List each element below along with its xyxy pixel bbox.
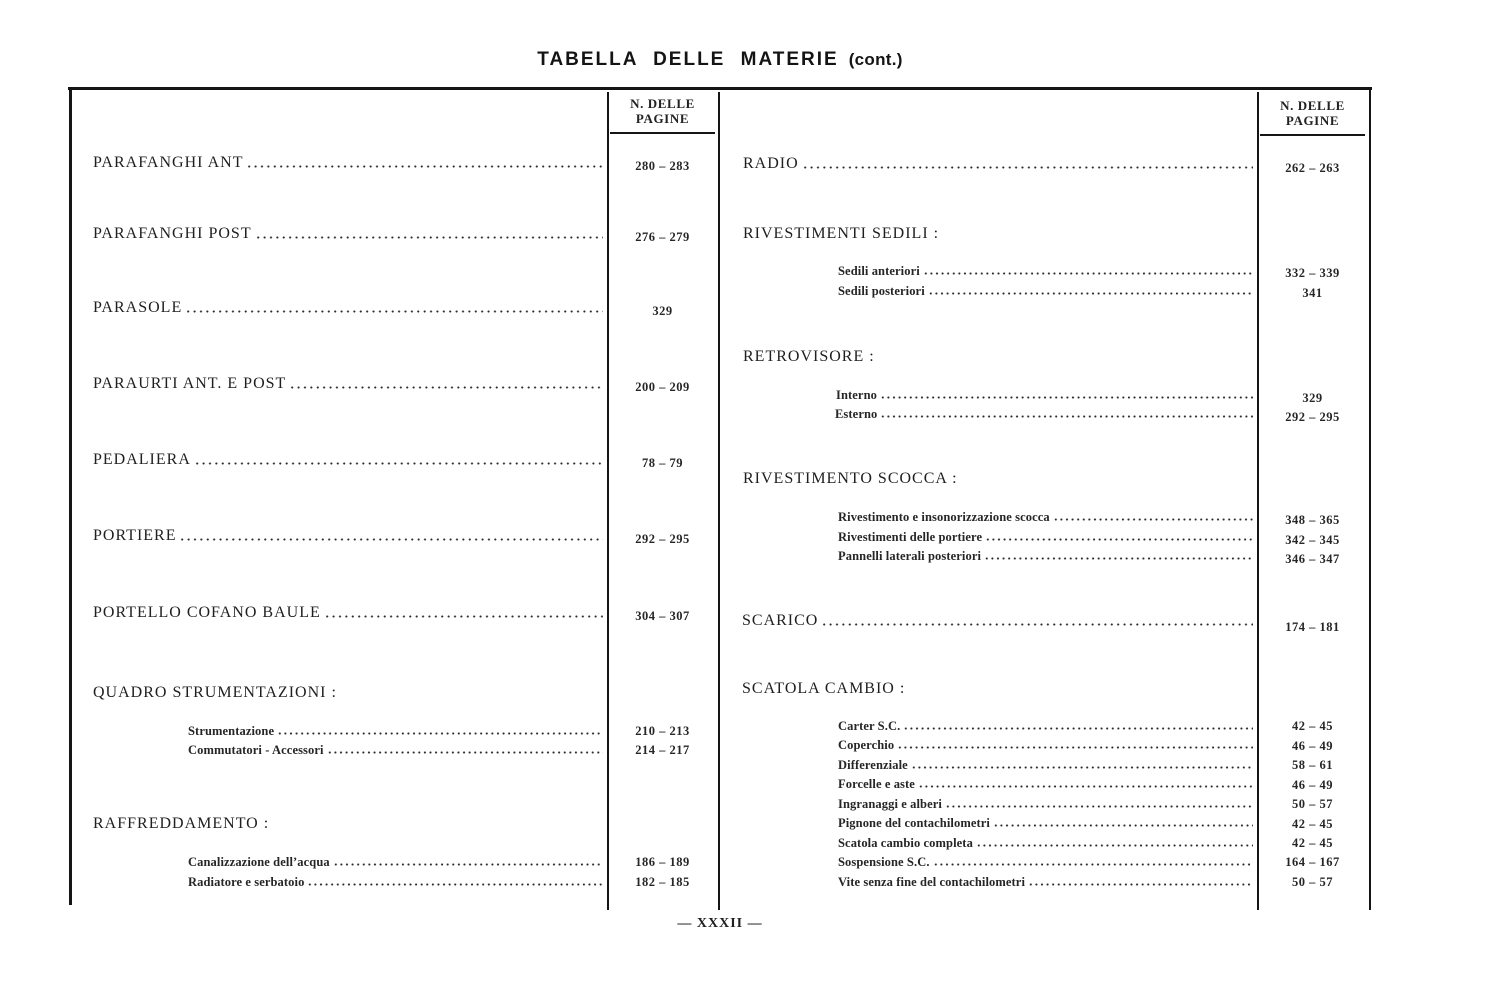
dot-leader: [324, 615, 603, 618]
page-number: 78 – 79: [642, 456, 683, 470]
page-number: 46 – 49: [1292, 739, 1333, 753]
section-heading-label: RAFFREDDAMENTO :: [93, 815, 270, 832]
toc-subentry-label: Canalizzazione dell’acqua: [188, 855, 330, 869]
page-number: 332 – 339: [1285, 266, 1340, 280]
toc-entry: [743, 154, 1253, 174]
toc-subentry-label: Pignone del contachilometri: [838, 816, 990, 830]
toc-subentry: [838, 718, 1253, 734]
toc-subentry-label: Carter S.C.: [838, 719, 901, 733]
toc-entry: [93, 526, 603, 546]
toc-entry: [93, 374, 603, 394]
section-heading-label: SCATOLA CAMBIO :: [742, 680, 906, 697]
toc-subentry-label: Coperchio: [838, 738, 895, 752]
toc-subentry-label: Forcelle e aste: [838, 777, 915, 791]
toc-entry: [93, 153, 603, 173]
dot-leader: [976, 844, 1253, 847]
page-number: 50 – 57: [1292, 875, 1333, 889]
toc-subentry: [838, 263, 1253, 279]
toc-entry: [93, 450, 603, 470]
dot-leader: [327, 751, 603, 754]
dot-leader: [821, 623, 1253, 626]
section-heading-label: QUADRO STRUMENTAZIONI :: [93, 684, 337, 701]
toc-subentry: [838, 757, 1253, 773]
pages-header-line2: PAGINE: [635, 111, 690, 126]
pages-header-line1: N. DELLE: [630, 96, 695, 111]
toc-subentry: [838, 548, 1253, 564]
toc-entry: [93, 298, 603, 318]
toc-entry: [742, 611, 1253, 631]
dot-leader: [289, 386, 603, 389]
toc-entry-label: PORTIERE: [93, 527, 177, 544]
toc-subentry: [838, 854, 1253, 870]
page-number: 276 – 279: [635, 230, 690, 244]
section-heading-label: RIVESTIMENTO SCOCCA :: [743, 470, 958, 487]
dot-leader: [246, 165, 603, 168]
toc-subentry-label: Radiatore e serbatoio: [188, 875, 305, 889]
dot-leader: [1053, 518, 1253, 521]
pages-header-line2: PAGINE: [1285, 113, 1340, 128]
page-number: 348 – 365: [1285, 513, 1340, 527]
page-number: 182 – 185: [635, 875, 690, 889]
page-number: 262 – 263: [1285, 161, 1340, 175]
left-pages-header: [610, 96, 715, 126]
page-number: 42 – 45: [1292, 836, 1333, 850]
dot-leader: [897, 746, 1253, 749]
dot-leader: [933, 863, 1253, 866]
page-number: 50 – 57: [1292, 797, 1333, 811]
toc-subentry: [838, 835, 1253, 851]
dot-leader: [194, 462, 603, 465]
page-number: 174 – 181: [1285, 620, 1340, 634]
page-number: 42 – 45: [1292, 719, 1333, 733]
dot-leader: [802, 166, 1253, 169]
toc-subentry: [838, 776, 1253, 792]
dot-leader: [179, 538, 603, 541]
toc-subentry-label: Interno: [836, 388, 877, 402]
center-divider: [718, 92, 720, 910]
dot-leader: [333, 863, 603, 866]
dot-leader: [1028, 883, 1253, 886]
page-number: 42 – 45: [1292, 817, 1333, 831]
section-heading: [743, 469, 1253, 489]
toc-subentry-label: Vite senza fine del contachilometri: [838, 875, 1026, 889]
dot-leader: [880, 396, 1253, 399]
toc-entry-label: PORTELLO COFANO BAULE: [93, 604, 321, 621]
toc-subentry-label: Sospensione S.C.: [838, 855, 930, 869]
page-number: 164 – 167: [1285, 855, 1340, 869]
left-header-underline: [610, 132, 715, 134]
toc-subentry-label: Esterno: [835, 407, 878, 421]
left-frame-rule: [69, 87, 72, 905]
dot-leader: [985, 538, 1253, 541]
toc-subentry-label: Strumentazione: [188, 724, 275, 738]
dot-leader: [928, 292, 1253, 295]
toc-subentry-label: Differenziale: [838, 758, 908, 772]
dot-leader: [880, 415, 1253, 418]
page-number: 210 – 213: [635, 724, 690, 738]
dot-leader: [185, 310, 603, 313]
page-title: [420, 47, 1020, 74]
toc-subentry: [188, 723, 603, 739]
section-heading: [93, 814, 603, 834]
toc-subentry-label: Rivestimenti delle portiere: [838, 530, 983, 544]
toc-subentry: [838, 796, 1253, 812]
page-number: 341: [1302, 286, 1323, 300]
left-pages-divider: [607, 92, 609, 910]
page-number: 292 – 295: [635, 532, 690, 546]
dot-leader: [993, 824, 1253, 827]
page-number: 214 – 217: [635, 743, 690, 757]
toc-subentry: [838, 815, 1253, 831]
section-heading-label: RETROVISORE :: [743, 348, 875, 365]
dot-leader: [903, 727, 1253, 730]
toc-entry-label: PARAFANGHI ANT: [93, 154, 244, 171]
page-number: 200 – 209: [635, 380, 690, 394]
section-heading: [743, 224, 1253, 244]
page-number: 342 – 345: [1285, 533, 1340, 547]
section-heading: [93, 683, 603, 703]
right-pages-divider: [1257, 92, 1259, 910]
right-pages-header: [1260, 98, 1365, 128]
toc-subentry-label: Ingranaggi e alberi: [838, 797, 942, 811]
toc-subentry: [836, 387, 1253, 403]
toc-entry-label: PARAURTI ANT. E POST: [93, 375, 287, 392]
page-number: 292 – 295: [1285, 410, 1340, 424]
toc-subentry: [188, 742, 603, 758]
toc-subentry: [188, 874, 603, 890]
page-number: 304 – 307: [635, 609, 690, 623]
toc-entry: [93, 603, 603, 623]
page-number: 329: [652, 304, 673, 318]
toc-entry: [93, 224, 603, 244]
toc-subentry: [838, 529, 1253, 545]
toc-subentry: [838, 737, 1253, 753]
page-number: 329: [1302, 391, 1323, 405]
section-heading: [742, 679, 1253, 699]
dot-leader: [277, 732, 603, 735]
page-number: 280 – 283: [635, 159, 690, 173]
toc-entry-label: SCARICO: [742, 612, 819, 629]
page-number: 346 – 347: [1285, 552, 1340, 566]
toc-entry-label: RADIO: [743, 155, 799, 172]
page-number: 58 – 61: [1292, 758, 1333, 772]
right-frame-rule: [1369, 87, 1371, 910]
toc-entry-label: PARASOLE: [93, 299, 183, 316]
dot-leader: [918, 785, 1253, 788]
toc-subentry-label: Sedili anteriori: [838, 264, 920, 278]
toc-subentry-label: Scatola cambio completa: [838, 836, 973, 850]
dot-leader: [923, 272, 1253, 275]
toc-subentry: [835, 406, 1253, 422]
toc-subentry: [838, 283, 1253, 299]
top-rule: [68, 87, 1372, 90]
page-title-main: TABELLA DELLE MATERIE: [537, 49, 839, 70]
pages-header-line1: N. DELLE: [1280, 98, 1345, 113]
dot-leader: [984, 557, 1253, 560]
section-heading-label: RIVESTIMENTI SEDILI :: [743, 225, 940, 242]
toc-subentry: [838, 874, 1253, 890]
toc-subentry-label: Rivestimento e insonorizzazione scocca: [838, 510, 1050, 524]
page-number: 46 – 49: [1292, 778, 1333, 792]
toc-subentry-label: Sedili posteriori: [838, 284, 925, 298]
dot-leader: [911, 766, 1253, 769]
toc-subentry: [188, 854, 603, 870]
section-heading: [743, 347, 1253, 367]
toc-entry-label: PEDALIERA: [93, 451, 191, 468]
toc-entry-label: PARAFANGHI POST: [93, 225, 252, 242]
right-header-underline: [1260, 134, 1365, 136]
page-number: 186 – 189: [635, 855, 690, 869]
dot-leader: [945, 805, 1253, 808]
dot-leader: [307, 883, 603, 886]
toc-subentry-label: Pannelli laterali posteriori: [838, 549, 982, 563]
toc-subentry: [838, 509, 1253, 525]
folio: — XXXII —: [677, 916, 763, 931]
dot-leader: [255, 236, 603, 239]
page-title-suffix: (cont.): [848, 50, 903, 69]
toc-subentry-label: Commutatori - Accessori: [188, 743, 324, 757]
